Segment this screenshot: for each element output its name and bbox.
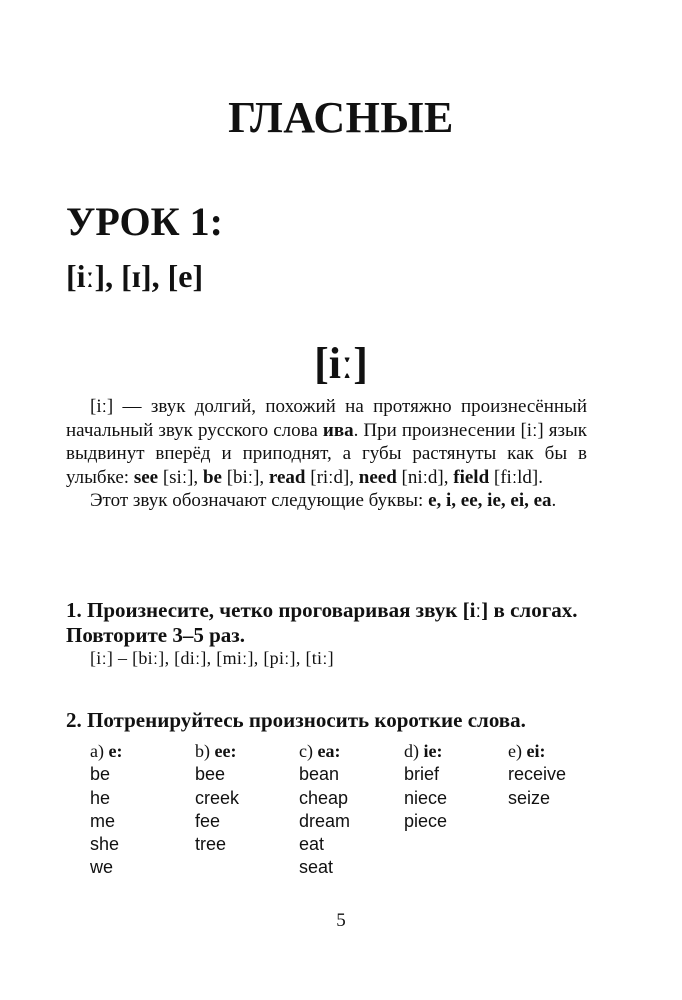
exercise-1-title: 1. Произнесите, четко проговаривая звук [iː] в слогах. Повторите 3–5 раз. xyxy=(66,598,578,647)
example-word: see xyxy=(133,466,159,488)
example-word: need xyxy=(358,466,397,488)
word: niece xyxy=(404,787,448,808)
chapter-title: ГЛАСНЫЕ xyxy=(228,93,454,142)
word: we xyxy=(90,857,114,878)
word-columns xyxy=(90,740,610,880)
word: she xyxy=(90,834,120,855)
transcription: [riːd], xyxy=(305,466,359,488)
transcription: [siː], xyxy=(158,466,203,488)
sound-heading: [iː] xyxy=(314,339,368,388)
word: creek xyxy=(195,787,240,808)
transcription: [fiːld]. xyxy=(489,466,543,488)
column-header: d) ie: xyxy=(404,741,443,761)
word: seize xyxy=(508,787,551,808)
word: me xyxy=(90,810,116,831)
column-header: c) ea: xyxy=(299,741,341,761)
word: brief xyxy=(404,764,440,785)
transcription: [biː], xyxy=(221,466,269,488)
word: be xyxy=(90,764,111,785)
word: bee xyxy=(195,764,226,785)
column-header: e) ei: xyxy=(508,741,546,761)
letter-list: e, i, ee, ie, ei, ea xyxy=(428,490,552,511)
exercise-1-syllables: [iː] – [biː], [diː], [miː], [piː], [tiː] xyxy=(90,648,334,668)
example-word: field xyxy=(453,466,490,488)
intro-paragraph-1 xyxy=(66,395,587,489)
example-word-iva: ива xyxy=(322,419,354,441)
column-header: a) e: xyxy=(90,741,123,761)
example-word: be xyxy=(202,466,222,488)
lesson-title: УРОК 1: xyxy=(66,199,223,244)
word: piece xyxy=(404,810,448,831)
text-run: . xyxy=(551,490,557,511)
word-column-b xyxy=(195,740,239,856)
word: fee xyxy=(195,810,221,831)
word-column-c xyxy=(299,740,350,880)
text-run: . При произнесении [iː] язык выдвинут вперёд и приподнят, а губы растянуты как бы в улыбке: xyxy=(66,419,587,488)
intro-paragraph-2 xyxy=(66,489,587,513)
word: bean xyxy=(299,764,340,785)
column-header: b) ee: xyxy=(195,741,237,761)
lesson-sounds: [iː], [ɪ], [e] xyxy=(66,258,204,294)
word: he xyxy=(90,787,111,808)
word: dream xyxy=(299,810,351,831)
page-number: 5 xyxy=(336,910,346,931)
exercise-2-title: 2. Потренируйтесь произносить короткие слова. xyxy=(66,708,526,732)
word-column-d xyxy=(404,740,447,833)
example-word: read xyxy=(268,466,306,488)
word-column-a xyxy=(90,740,122,880)
word: eat xyxy=(299,834,325,855)
word: receive xyxy=(508,764,567,785)
word-column-e xyxy=(508,740,566,810)
text-run: [iː] — звук долгий, похожий на протяжно произнесённый начальный звук русского слова xyxy=(66,396,587,441)
transcription: [niːd], xyxy=(396,466,454,488)
text-run: Этот звук обозначают следующие буквы: xyxy=(90,490,429,511)
word: seat xyxy=(299,857,334,878)
word: cheap xyxy=(299,787,349,808)
intro-text xyxy=(66,395,587,513)
word: tree xyxy=(195,834,227,855)
